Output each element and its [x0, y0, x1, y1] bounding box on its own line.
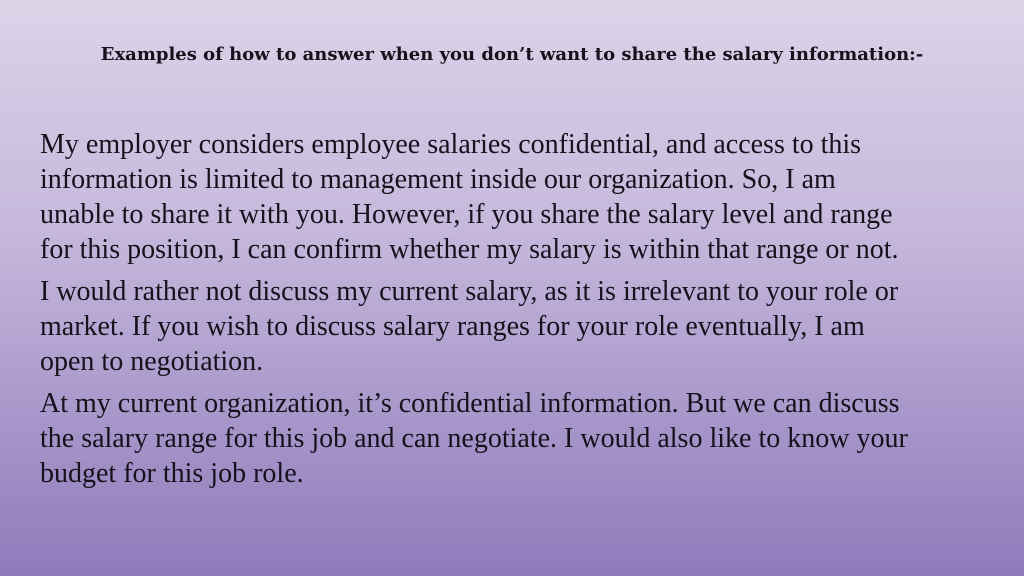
- slide-body: [40, 127, 1000, 498]
- answer-example-2: I would rather not discuss my current salary, as it is irrelevant to your role or market. If you wish to discuss salary ranges for your role eventually, I am open to negotiation.: [40, 276, 899, 377]
- answer-example-1: My employer considers employee salaries confidential, and access to this information is limited to management inside our organization. So, I am unable to share it with you. However, if you share the salary level and range for this position, I can confirm whether my salary is within that range or not.: [40, 129, 899, 265]
- answer-example-3: At my current organization, it’s confidential information. But we can discuss the salary range for this job and can negotiate. I would also like to know your budget for this job role.: [40, 388, 908, 489]
- slide-title: Examples of how to answer when you don’t want to share the salary information:-: [100, 44, 924, 65]
